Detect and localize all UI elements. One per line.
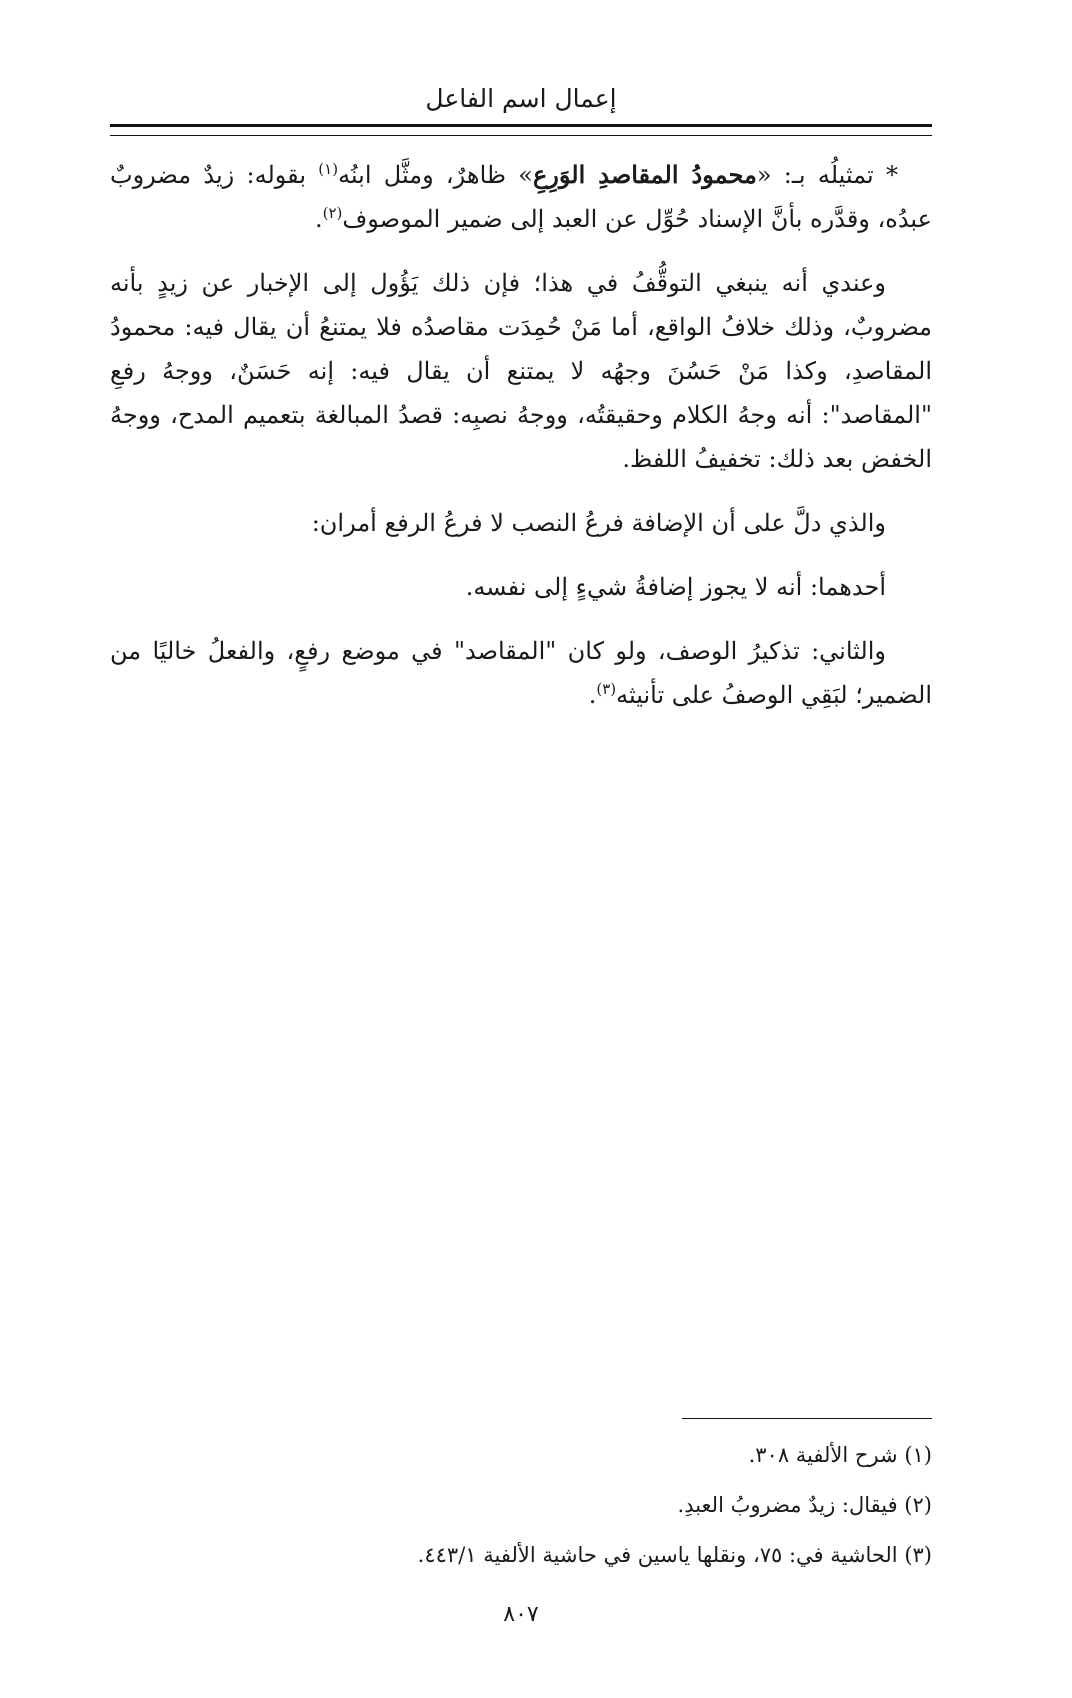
- footnote-ref-3[interactable]: (٣): [596, 680, 617, 698]
- paragraph-3: والذي دلَّ على أن الإضافة فرعُ النصب لا فرعُ الرفع أمران:: [311, 509, 886, 537]
- running-header: إعمال اسم الفاعل: [425, 84, 617, 113]
- paragraph-1-prefix: * تمثيلُه بـ: «: [756, 161, 899, 189]
- paragraph-5: [110, 629, 932, 717]
- header-rule-thin: [110, 135, 932, 136]
- paragraph-1: [110, 153, 932, 241]
- footnotes: [110, 1434, 932, 1584]
- footnote-ref-2[interactable]: (٢): [322, 204, 343, 222]
- main-text: [110, 153, 932, 737]
- footnote-3: (٣) الحاشية في: ٧٥، ونقلها ياسين في حاشية الألفية ٤٤٣/١.: [417, 1543, 932, 1567]
- paragraph-1-end: .: [314, 205, 323, 233]
- footnote-1: (١) شرح الألفية ٣٠٨.: [748, 1443, 932, 1467]
- paragraph-5-text: والثاني: تذكيرُ الوصف، ولو كان "المقاصد" في موضع رفعٍ، والفعلُ خاليًا من الضمير؛ لبَقِي الوصفُ على تأنيثه: [110, 637, 932, 709]
- footnote-2: (٢) فيقال: زيدٌ مضروبُ العبدِ.: [677, 1493, 932, 1517]
- paragraph-4: أحدهما: أنه لا يجوز إضافةُ شيءٍ إلى نفسه.: [465, 573, 886, 601]
- footnote-separator: [682, 1418, 932, 1419]
- paragraph-1-bold-phrase: محمودُ المقاصدِ الوَرِعِ: [532, 160, 757, 189]
- footnote-ref-1[interactable]: (١): [318, 160, 339, 178]
- header-rule-thick: [110, 124, 932, 127]
- page-number: ٨٠٧: [503, 1602, 539, 1627]
- paragraph-1-mid: » ظاهرٌ، ومثَّل ابنُه: [338, 161, 533, 189]
- paragraph-2: وعندي أنه ينبغي التوقُّفُ في هذا؛ فإن ذلك يَؤُول إلى الإخبار عن زيدٍ بأنه مضروبٌ، وذلك خلافُ الواقع، أما مَنْ حُمِدَت مقاصدُه فلا يمتنعُ أن يقال فيه: محمودُ المقاصدِ، وكذا مَنْ حَسُنَ وجهُه لا يمتنع أن يقال فيه: إنه حَسَنٌ، ووجهُ رفعِ "المقاصد": أنه وجهُ الكلام وحقيقتُه، ووجهُ نصبِه: قصدُ المبالغة بتعميم المدح، ووجهُ الخفض بعد ذلك: تخفيفُ اللفظ.: [110, 269, 932, 473]
- paragraph-1-rest: بقوله: زيدٌ مضروبٌ عبدُه، وقدَّره بأنَّ الإسناد حُوِّل عن العبد إلى ضمير الموصوف: [110, 161, 932, 233]
- paragraph-5-end: .: [588, 681, 597, 709]
